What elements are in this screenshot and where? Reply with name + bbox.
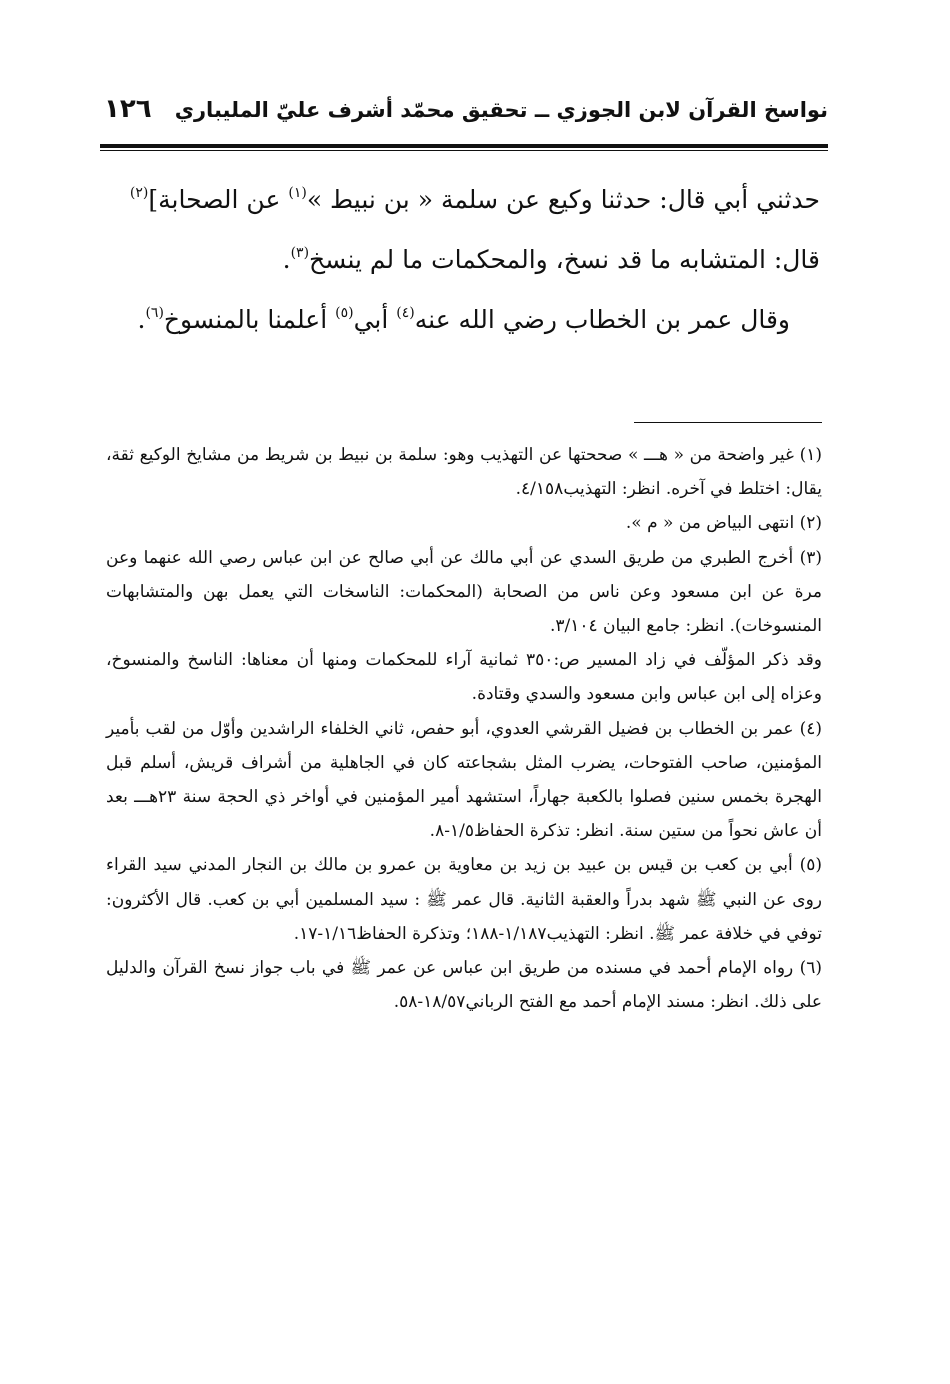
footnote-2: (٢) انتهى البياض من « م ».	[625, 513, 822, 534]
footnote-ref-5[interactable]: (٥)	[335, 305, 354, 321]
header-rule-thin	[100, 150, 828, 151]
footnote-3-continuation: وقد ذكر المؤلّف في زاد المسير ص:٣٥٠ ثمانية آراء للمحكمات ومنها أن معناها: الناسخ والمنسوخ، وعزاه إلى ابن عباس وابن مسعود والسدي وقتادة.	[106, 650, 822, 705]
footnote-4: (٤) عمر بن الخطاب بن فضيل القرشي العدوي، أبو حفص، ثاني الخلفاء الراشدين وأوّل من لقب بأمير المؤمنين، صاحب الفتوحات، يضرب المثل بشجاعته كان في الجاهلية من أشراف قريش، أسلم قبل الهجرة بخمس سنين فصلوا بالكعبة جهاراً، استشهد أمير المؤمنين في أواخر ذي الحجة سنة ٢٣هـــ بعد أن عاش نحواً من ستين سنة. انظر: تذكرة الحفاظ١/٥-٨.	[106, 718, 822, 842]
header-rule-thick	[100, 144, 828, 148]
footnote-ref-4[interactable]: (٤)	[396, 305, 415, 321]
footnote-3: (٣) أخرج الطبري من طريق السدي عن أبي مالك عن أبي صالح عن ابن عباس رصي الله عنهما وعن مرة عن ابن مسعود وعن ناس من الصحابة (المحكمات: الناسخات التي يعمل بهن والمتشابهات المنسوخات). انظر: جامع البيان ٣/١٠٤.	[106, 547, 822, 637]
footnote-ref-2[interactable]: (٢)	[129, 185, 149, 201]
footnote-1: (١) غير واضحة من « هـــ » صححتها عن التهذيب وهو: سلمة بن نبيط بن شريط من مشايخ الوكيع ثقة، يقال: اختلط في آخره. انظر: التهذيب٤/١٥٨.	[106, 445, 822, 500]
footnote-ref-3[interactable]: (٣)	[290, 245, 310, 261]
page-number: ١٢٦	[104, 94, 152, 124]
main-line-2: قال: المتشابه ما قد نسخ، والمحكمات ما لم ينسخ$^{(٣)}$.	[282, 245, 820, 274]
footnote-6: (٦) رواه الإمام أحمد في مسنده من طريق ابن عباس عن عمر ﷺ في باب جواز نسخ القرآن والدليل على ذلك. انظر: مسند الإمام أحمد مع الفتح الرباني١٨/٥٧-٥٨.	[106, 958, 822, 1013]
main-text	[108, 170, 820, 350]
book-title: نواسخ القرآن لابن الجوزي ــ تحقيق محمّد أشرف عليّ المليباري	[174, 98, 828, 122]
footnote-ref-1[interactable]: (١)	[288, 185, 307, 201]
main-line-3: وقال عمر بن الخطاب رضي الله عنه$^{(٤)}$ أبي$^{(٥)}$ أعلمنا بالمنسوخ$^{(٦)}$.	[137, 305, 790, 334]
running-header	[100, 92, 828, 140]
footnote-ref-6[interactable]: (٦)	[145, 305, 164, 321]
main-line-1: حدثني أبي قال: حدثنا وكيع عن سلمة « بن نبيط »$^{(١)}$ عن الصحابة]$^{(٢)}$	[129, 185, 820, 214]
footnote-separator	[634, 422, 822, 423]
footnote-5: (٥) أبي بن كعب بن قيس بن عبيد بن زيد بن معاوية بن عمرو بن مالك بن النجار المدني سيد القراء روى عن النبي ﷺ شهد بدراً والعقبة الثانية. قال عمر ﷺ : سيد المسلمين أبي بن كعب. قال الأكثرون: توفي في خلافة عمر ﷺ. انظر: التهذيب١/١٨٧-١٨٨؛ وتذكرة الحفاظ١/١٦-١٧.	[106, 855, 822, 944]
footnotes	[106, 438, 822, 1019]
